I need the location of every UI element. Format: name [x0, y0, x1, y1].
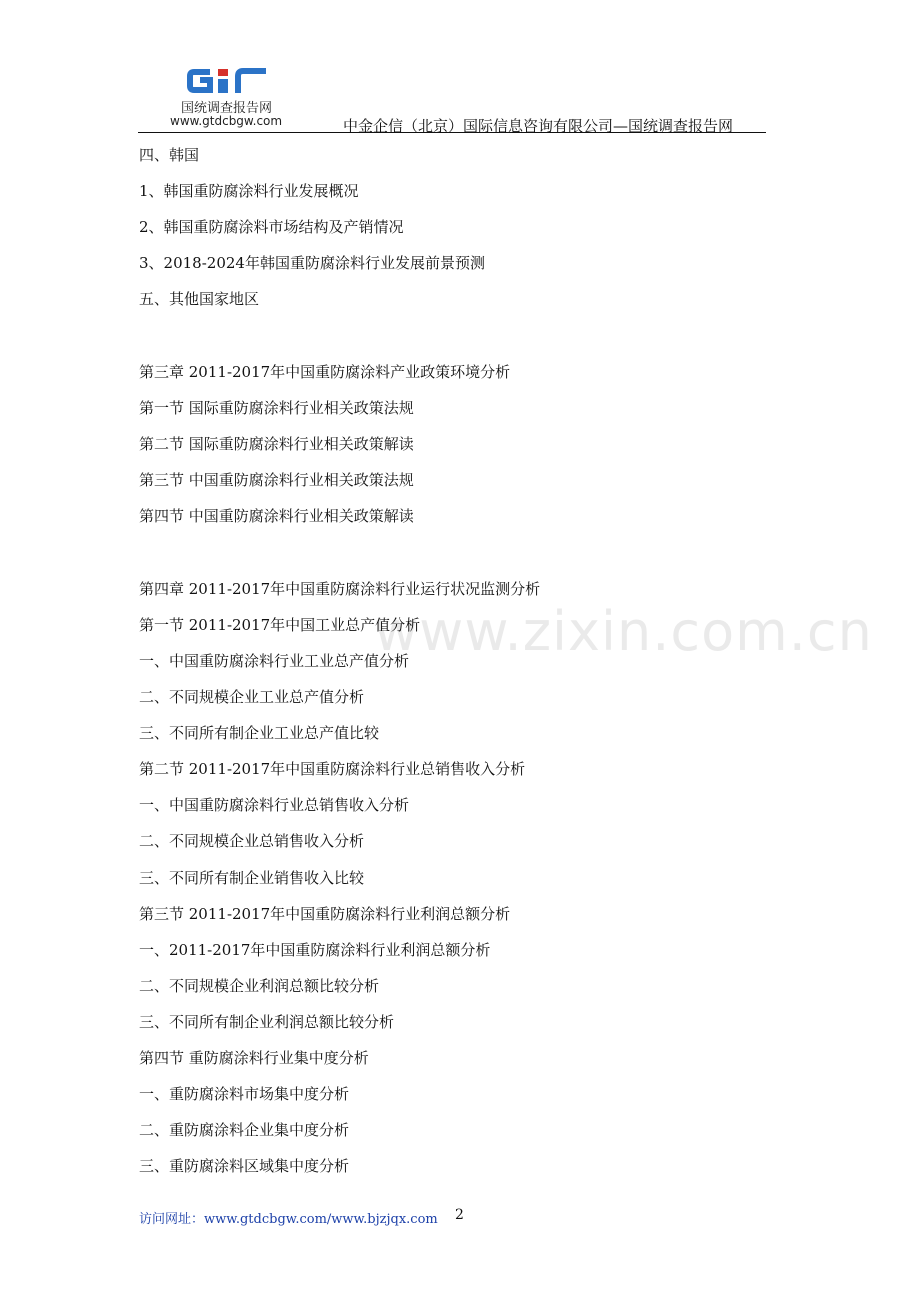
toc-item: 第二节 国际重防腐涂料行业相关政策解读 — [139, 435, 414, 453]
toc-item: 第二节 2011-2017年中国重防腐涂料行业总销售收入分析 — [139, 760, 526, 778]
site-logo — [148, 64, 308, 130]
toc-item: 二、不同规模企业工业总产值分析 — [139, 688, 365, 706]
toc-item: 二、重防腐涂料企业集中度分析 — [139, 1121, 350, 1139]
page-number: 2 — [455, 1207, 464, 1223]
toc-item: 2、韩国重防腐涂料市场结构及产销情况 — [139, 218, 404, 236]
toc-item: 3、2018-2024年韩国重防腐涂料行业发展前景预测 — [139, 254, 485, 272]
toc-section-heading: 四、韩国 — [139, 146, 200, 164]
logo-text: 国统调查报告网 — [181, 101, 273, 116]
watermark: www.zixin.com.cn — [374, 600, 873, 663]
header-company-name: 中金企信（北京）国际信息咨询有限公司—国统调查报告网 — [343, 117, 734, 135]
toc-item: 二、不同规模企业利润总额比较分析 — [139, 977, 380, 995]
toc-item: 第三节 2011-2017年中国重防腐涂料行业利润总额分析 — [139, 905, 511, 923]
toc-item: 一、中国重防腐涂料行业总销售收入分析 — [139, 796, 410, 814]
toc-item: 第四节 中国重防腐涂料行业相关政策解读 — [139, 507, 414, 525]
logo-mark-icon — [186, 66, 276, 96]
toc-item: 第一节 2011-2017年中国工业总产值分析 — [139, 616, 421, 634]
toc-item: 一、中国重防腐涂料行业工业总产值分析 — [139, 652, 410, 670]
toc-item: 二、不同规模企业总销售收入分析 — [139, 832, 365, 850]
toc-chapter-heading: 第三章 2011-2017年中国重防腐涂料产业政策环境分析 — [139, 363, 511, 381]
toc-chapter-heading: 第四章 2011-2017年中国重防腐涂料行业运行状况监测分析 — [139, 580, 541, 598]
toc-item: 一、2011-2017年中国重防腐涂料行业利润总额分析 — [139, 941, 491, 959]
header-divider — [138, 132, 766, 133]
toc-item: 三、不同所有制企业利润总额比较分析 — [139, 1013, 395, 1031]
toc-item: 1、韩国重防腐涂料行业发展概况 — [139, 182, 359, 200]
logo-url: www.gtdcbgw.com — [170, 114, 283, 128]
toc-item: 第四节 重防腐涂料行业集中度分析 — [139, 1049, 369, 1067]
toc-item: 三、不同所有制企业销售收入比较 — [139, 869, 365, 887]
footer-website-link[interactable]: 访问网址：www.gtdcbgw.com/www.bjzjqx.com — [139, 1212, 438, 1227]
toc-item: 第一节 国际重防腐涂料行业相关政策法规 — [139, 399, 414, 417]
toc-item: 一、重防腐涂料市场集中度分析 — [139, 1085, 350, 1103]
toc-section-heading: 五、其他国家地区 — [139, 290, 260, 308]
toc-item: 三、不同所有制企业工业总产值比较 — [139, 724, 380, 742]
toc-item: 第三节 中国重防腐涂料行业相关政策法规 — [139, 471, 414, 489]
toc-item: 三、重防腐涂料区域集中度分析 — [139, 1157, 350, 1175]
